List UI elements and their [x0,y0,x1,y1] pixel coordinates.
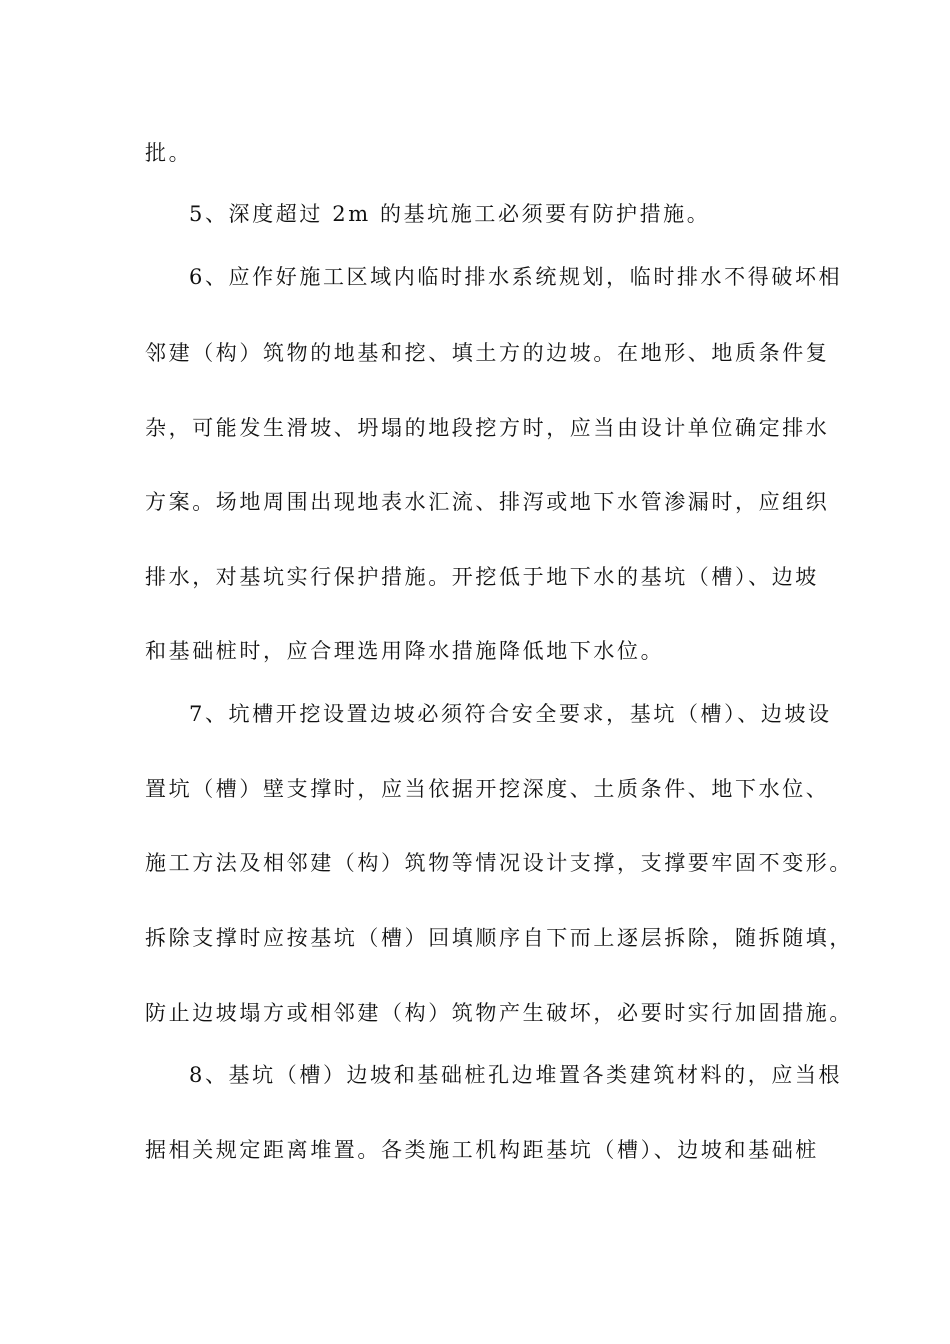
text-line: 方案。场地周围出现地表水汇流、排泻或地下水管渗漏时，应组织 [145,490,830,514]
text-line: 杂，可能发生滑坡、坍塌的地段挖方时，应当由设计单位确定排水 [145,416,830,440]
text-line: 拆除支撑时应按基坑（槽）回填顺序自下而上逐层拆除，随拆随填， [145,926,853,950]
text-line: 邻建（构）筑物的地基和挖、填土方的边坡。在地形、地质条件复 [145,341,830,365]
text-line: 和基础桩时，应合理选用降水措施降低地下水位。 [145,639,665,663]
text-line: 6、应作好施工区域内临时排水系统规划，临时排水不得破坏相 [189,265,843,289]
text-line: 排水，对基坑实行保护措施。开挖低于地下水的基坑（槽）、边坡 [145,565,819,589]
text-line: 批。 [145,141,193,165]
text-line: 据相关规定距离堆置。各类施工机构距基坑（槽）、边坡和基础桩 [145,1138,819,1162]
text-line: 置坑（槽）壁支撑时，应当依据开挖深度、土质条件、地下水位、 [145,777,830,801]
text-line: 7、坑槽开挖设置边坡必须符合安全要求，基坑（槽）、边坡设 [189,702,832,726]
text-line: 施工方法及相邻建（构）筑物等情况设计支撑，支撑要牢固不变形。 [145,851,853,875]
text-line: 8、基坑（槽）边坡和基础桩孔边堆置各类建筑材料的，应当根 [189,1063,843,1087]
text-line: 防止边坡塌方或相邻建（构）筑物产生破坏，必要时实行加固措施。 [145,1001,853,1025]
text-line: 5、深度超过 2m 的基坑施工必须要有防护措施。 [189,202,711,226]
